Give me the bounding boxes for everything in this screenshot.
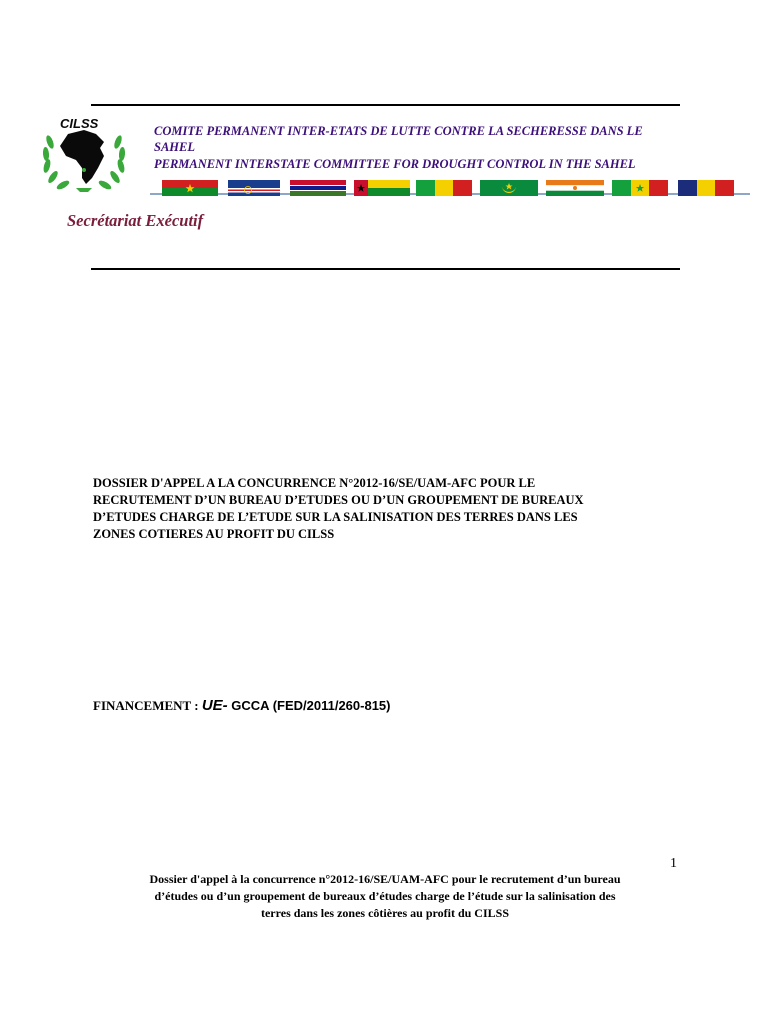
financement-line	[93, 697, 390, 714]
footer-line: Dossier d'appel à la concurrence n°2012-16/SE/UAM-AFC pour le recrutement d’un bureau	[149, 872, 621, 886]
secretariat-executif-label: Secrétariat Exécutif	[67, 211, 204, 230]
footer-line: terres dans les zones côtières au profit du CILSS	[260, 906, 509, 920]
financement-reference: GCCA (FED/2011/260-815)	[227, 698, 391, 713]
mauritania-flag-icon	[480, 180, 538, 196]
title-line: DOSSIER D'APPEL A LA CONCURRENCE N°2012-16/SE/UAM-AFC POUR LE	[93, 476, 536, 490]
cilss-logo-icon	[38, 112, 130, 194]
header-line-en: PERMANENT INTERSTATE COMMITTEE FOR DROUGHT CONTROL IN THE SAHEL	[154, 157, 636, 171]
senegal-flag-icon	[612, 180, 668, 196]
top-rule	[91, 104, 680, 106]
guinea-bissau-flag-icon	[354, 180, 410, 196]
niger-flag-icon	[546, 180, 604, 196]
cape-verde-flag-icon	[228, 180, 280, 196]
gambia-flag-icon	[290, 180, 346, 196]
chad-flag-icon	[678, 180, 734, 196]
title-line: D’ETUDES CHARGE DE L’ETUDE SUR LA SALINISATION DES TERRES DANS LES	[93, 510, 578, 524]
title-line: ZONES COTIERES AU PROFIT DU CILSS	[93, 527, 335, 541]
footer-line: d’études ou d’un groupement de bureaux d’études charge de l’étude sur la salinisation des	[154, 889, 616, 903]
page-footer	[95, 871, 675, 922]
header-line-fr-1: COMITE PERMANENT INTER-ETATS DE LUTTE CONTRE LA SECHERESSE DANS LE	[154, 124, 643, 138]
mali-flag-icon	[416, 180, 472, 196]
burkina-faso-flag-icon	[162, 180, 218, 196]
title-line: RECRUTEMENT D’UN BUREAU D’ETUDES OU D’UN GROUPEMENT DE BUREAUX	[93, 493, 584, 507]
header-bottom-rule	[91, 268, 680, 270]
header-line-fr-2: SAHEL	[154, 140, 195, 154]
member-flags	[162, 180, 736, 196]
financement-ue: UE-	[201, 697, 228, 714]
financement-label: FINANCEMENT :	[93, 698, 202, 713]
document-title	[93, 475, 693, 543]
page-number: 1	[670, 856, 677, 871]
logo-text: CILSS	[60, 116, 99, 131]
